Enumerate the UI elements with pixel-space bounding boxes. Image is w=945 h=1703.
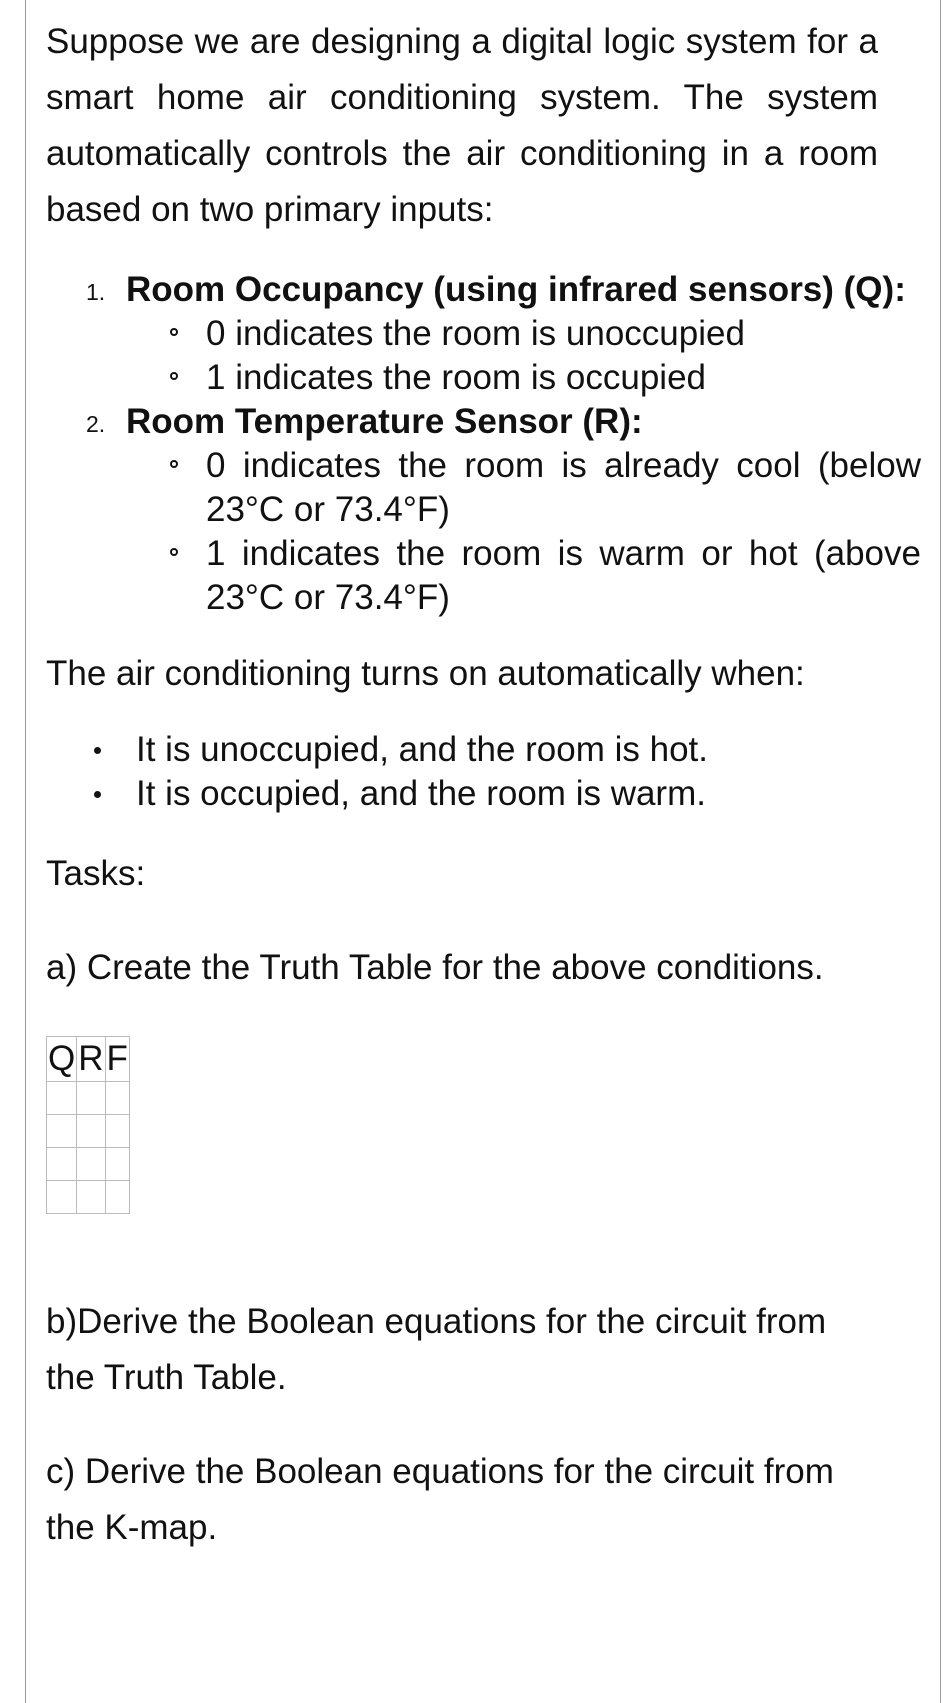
conditions-list: [46, 728, 921, 816]
circle-bullet-icon: [170, 328, 178, 336]
truth-table-row: [47, 1115, 130, 1148]
task-c: c) Derive the Boolean equations for the circuit from the K-map.: [46, 1452, 834, 1547]
input-option: [126, 312, 921, 356]
condition-item: [46, 772, 921, 816]
circle-bullet-icon: [170, 460, 178, 468]
truth-table: [46, 1036, 130, 1214]
input-option: [126, 444, 921, 532]
truth-table-header-row: [47, 1037, 130, 1082]
list-number: 1.: [86, 279, 106, 305]
truth-table-cell[interactable]: [77, 1148, 105, 1181]
truth-table-cell[interactable]: [105, 1115, 129, 1148]
document-content: [46, 14, 921, 1556]
truth-table-row: [47, 1148, 130, 1181]
conditions-intro: The air conditioning turns on automatically when:: [46, 654, 805, 693]
input-option: [126, 356, 921, 400]
document-page: [25, 0, 941, 1703]
option-text: 0 indicates the room is unoccupied: [206, 314, 745, 353]
truth-table-row: [47, 1082, 130, 1115]
truth-table-cell[interactable]: [77, 1181, 105, 1214]
truth-table-row: [47, 1181, 130, 1214]
input-options-list: [126, 444, 921, 620]
intro-paragraph: Suppose we are designing a digital logic system for a smart home air conditioning system. The system automatically controls the air conditioning in a room based on two primary inputs:: [46, 22, 878, 229]
truth-table-header: Q: [47, 1037, 77, 1082]
truth-table-cell[interactable]: [47, 1082, 77, 1115]
input-options-list: [126, 312, 921, 400]
bullet-icon: [94, 791, 101, 798]
bullet-icon: [94, 747, 101, 754]
condition-text: It is occupied, and the room is warm.: [136, 774, 706, 813]
truth-table-cell[interactable]: [47, 1115, 77, 1148]
input-title: Room Occupancy (using infrared sensors) (Q):: [126, 270, 906, 309]
truth-table-cell[interactable]: [105, 1082, 129, 1115]
tasks-label: Tasks:: [46, 854, 146, 893]
task-a: a) Create the Truth Table for the above conditions.: [46, 948, 824, 987]
input-item-temperature: [46, 400, 921, 620]
truth-table-cell[interactable]: [47, 1181, 77, 1214]
list-number: 2.: [86, 411, 106, 437]
input-option: [126, 532, 921, 620]
truth-table-cell[interactable]: [105, 1148, 129, 1181]
option-text: 1 indicates the room is warm or hot (above 23°C or 73.4°F): [206, 534, 921, 617]
inputs-list: [46, 268, 921, 620]
truth-table-cell[interactable]: [77, 1082, 105, 1115]
input-title: Room Temperature Sensor (R):: [126, 402, 643, 441]
condition-item: [46, 728, 921, 772]
circle-bullet-icon: [170, 372, 178, 380]
truth-table-cell[interactable]: [47, 1148, 77, 1181]
option-text: 1 indicates the room is occupied: [206, 358, 706, 397]
truth-table-header: F: [105, 1037, 129, 1082]
circle-bullet-icon: [170, 548, 178, 556]
option-text: 0 indicates the room is already cool (below 23°C or 73.4°F): [206, 446, 921, 529]
truth-table-cell[interactable]: [77, 1115, 105, 1148]
truth-table-cell[interactable]: [105, 1181, 129, 1214]
input-item-occupancy: [46, 268, 921, 400]
condition-text: It is unoccupied, and the room is hot.: [136, 730, 708, 769]
truth-table-header: R: [77, 1037, 105, 1082]
task-b: b)Derive the Boolean equations for the circuit from the Truth Table.: [46, 1302, 827, 1397]
